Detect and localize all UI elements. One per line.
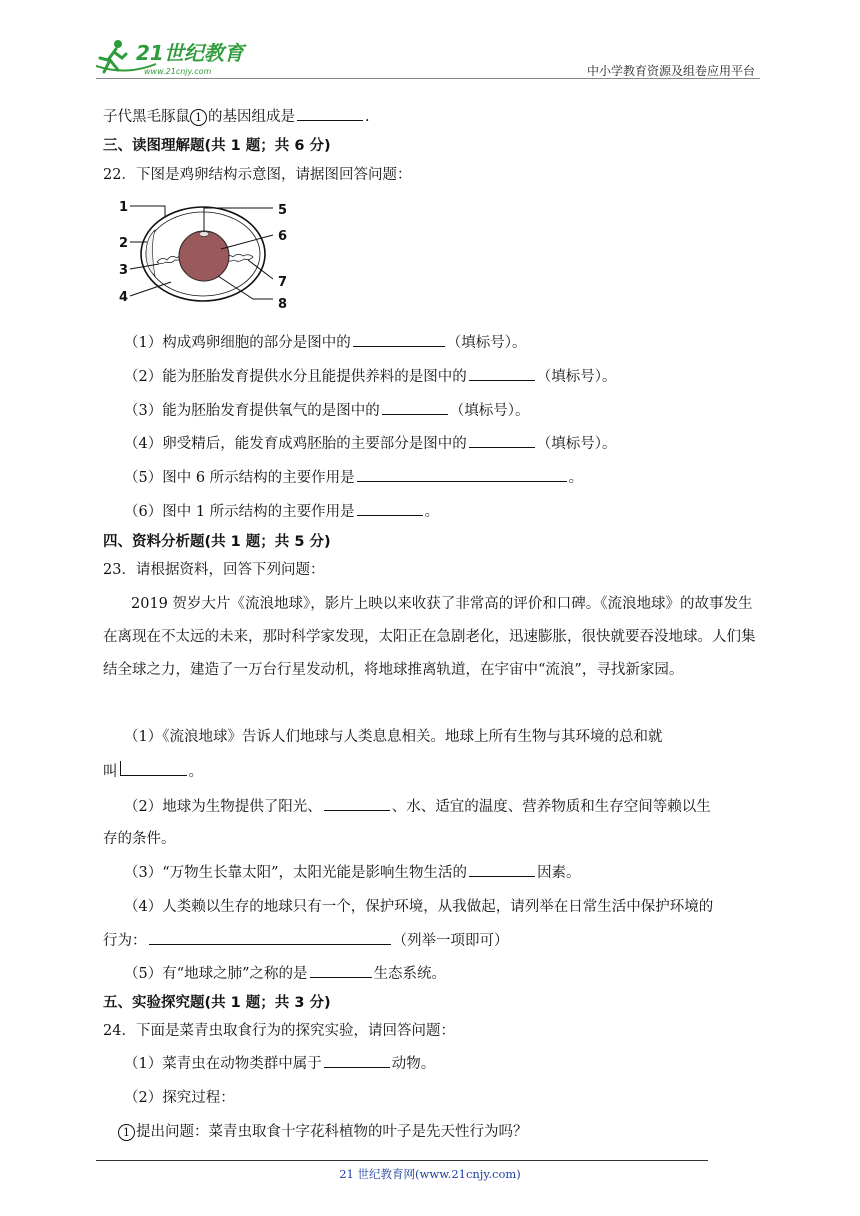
q23-part-2a — [124, 795, 711, 816]
q24-part-1 — [124, 1052, 435, 1073]
text-span: （1）菜青虫在动物类群中属于 — [124, 1056, 322, 1072]
logo-text: 21世纪教育 — [136, 41, 244, 65]
section-heading-4: 四、资料分析题(共 1 题；共 5 分) — [103, 534, 331, 550]
q23-part-4a: （4）人类赖以生存的地球只有一个，保护环境，从我做起，请列举在日常生活中保护环境的 — [124, 899, 714, 915]
q23-part-5 — [124, 962, 446, 983]
text-span: （3）能为胚胎发育提供氧气的是图中的 — [124, 403, 380, 419]
answer-blank[interactable] — [310, 963, 372, 978]
text-span: 子代黑毛豚鼠 — [103, 109, 190, 125]
text-span: （1）构成鸡卵细胞的部分是图中的 — [124, 335, 351, 351]
text-span: 、水、适宜的温度、营养物质和生存空间等赖以生 — [391, 799, 711, 815]
answer-blank[interactable] — [469, 433, 535, 448]
text-span: 生态系统。 — [373, 966, 447, 982]
header-divider — [96, 78, 760, 79]
q22-part-5 — [124, 466, 583, 487]
answer-blank[interactable] — [324, 796, 390, 811]
answer-blank[interactable] — [469, 366, 535, 381]
answer-blank[interactable] — [357, 501, 423, 516]
text-span: 动物。 — [391, 1056, 436, 1072]
text-span: （5）图中 6 所示结构的主要作用是 — [124, 470, 355, 486]
prev-question-tail — [103, 105, 370, 126]
q24-stem: 24．下面是菜青虫取食行为的探究实验，请回答问题： — [103, 1023, 455, 1039]
answer-blank[interactable] — [324, 1053, 390, 1068]
yolk — [179, 231, 229, 281]
diagram-label-6: 6 — [278, 229, 288, 244]
text-span: 。 — [424, 504, 440, 520]
text-span: （2）能为胚胎发育提供水分且能提供养料的是图中的 — [124, 369, 467, 385]
diagram-label-7: 7 — [278, 275, 288, 290]
text-span: 因素。 — [537, 865, 581, 881]
footer-divider — [96, 1160, 708, 1161]
q24-part-2: （2）探究过程： — [124, 1090, 235, 1106]
q22-part-3 — [124, 399, 529, 420]
q22-part-6 — [124, 500, 439, 521]
q22-part-4 — [124, 432, 616, 453]
germinal-disc — [199, 232, 209, 237]
text-span: （5）有“地球之肺”之称的是 — [124, 966, 308, 982]
q23-part-2b: 存的条件。 — [103, 831, 176, 847]
q22-part-2 — [124, 365, 616, 386]
section-heading-3: 三、读图理解题(共 1 题；共 6 分) — [103, 138, 331, 154]
q23-passage: 2019 贺岁大片《流浪地球》，影片上映以来收获了非常高的评价和口碑。《流浪地球》的故事发生在离现在不太远的未来，那时科学家发现，太阳正在急剧老化，迅速膨胀，很快就要吞没地球。人们集结全球之力，建造了一万台行星发动机，将地球推离轨道，在宇宙中“流浪”，寻找新家园。 — [103, 596, 756, 678]
answer-blank[interactable] — [469, 862, 535, 877]
q23-part-3 — [124, 861, 581, 882]
q23-part-4b — [103, 929, 509, 950]
footer-text: 21 世纪教育网(www.21cnjy.com) — [339, 1167, 521, 1181]
diagram-label-3: 3 — [119, 263, 129, 278]
text-span: 叫 — [103, 764, 118, 780]
text-span: （6）图中 1 所示结构的主要作用是 — [124, 504, 355, 520]
text-span: （列举一项即可） — [392, 933, 509, 949]
text-span: （填标号）。 — [449, 403, 530, 419]
section-heading-5: 五、实验探究题(共 1 题；共 3 分) — [103, 995, 331, 1011]
logo-url: www.21cnjy.com — [144, 67, 212, 76]
text-span: （填标号）。 — [446, 335, 527, 351]
text-span: （填标号）。 — [536, 436, 617, 452]
circled-number: 1 — [190, 109, 207, 126]
text-span: 提出问题：菜青虫取食十字花科植物的叶子是先天性行为吗？ — [136, 1124, 528, 1140]
diagram-label-1: 1 — [119, 200, 129, 215]
site-logo — [96, 36, 266, 80]
circled-number: 1 — [118, 1124, 135, 1141]
diagram-label-2: 2 — [119, 236, 129, 251]
answer-blank[interactable] — [357, 467, 567, 482]
q23-part-1a: （1）《流浪地球》告诉人们地球与人类息息相关。地球上所有生物与其环境的总和就 — [124, 729, 663, 745]
text-span: 的基因组成是 — [208, 109, 295, 125]
text-span: 行为： — [103, 933, 147, 949]
answer-blank[interactable] — [120, 761, 187, 776]
answer-blank[interactable] — [149, 930, 391, 945]
text-span: . — [365, 109, 370, 125]
diagram-label-4: 4 — [119, 290, 129, 305]
answer-blank[interactable] — [353, 332, 445, 347]
text-span: 。 — [568, 470, 584, 486]
q22-stem: 22．下图是鸡卵结构示意图，请据图回答问题： — [103, 167, 412, 183]
q22-part-1 — [124, 331, 526, 352]
q23-part-1b — [103, 760, 203, 781]
egg-structure-diagram — [113, 192, 298, 314]
text-span: （4）卵受精后，能发育成鸡胚胎的主要部分是图中的 — [124, 436, 467, 452]
diagram-label-5: 5 — [278, 203, 288, 218]
text-span: 。 — [188, 764, 203, 780]
text-span: （2）地球为生物提供了阳光、 — [124, 799, 322, 815]
answer-blank[interactable] — [382, 400, 448, 415]
q23-stem: 23．请根据资料，回答下列问题： — [103, 562, 325, 578]
diagram-label-8: 8 — [278, 297, 288, 312]
text-span: （填标号）。 — [536, 369, 617, 385]
answer-blank[interactable] — [297, 106, 363, 121]
q24-part-3 — [118, 1120, 528, 1141]
text-span: （3）“万物生长靠太阳”，太阳光能是影响生物生活的 — [124, 865, 468, 881]
header-tagline: 中小学教育资源及组卷应用平台 — [586, 64, 755, 78]
